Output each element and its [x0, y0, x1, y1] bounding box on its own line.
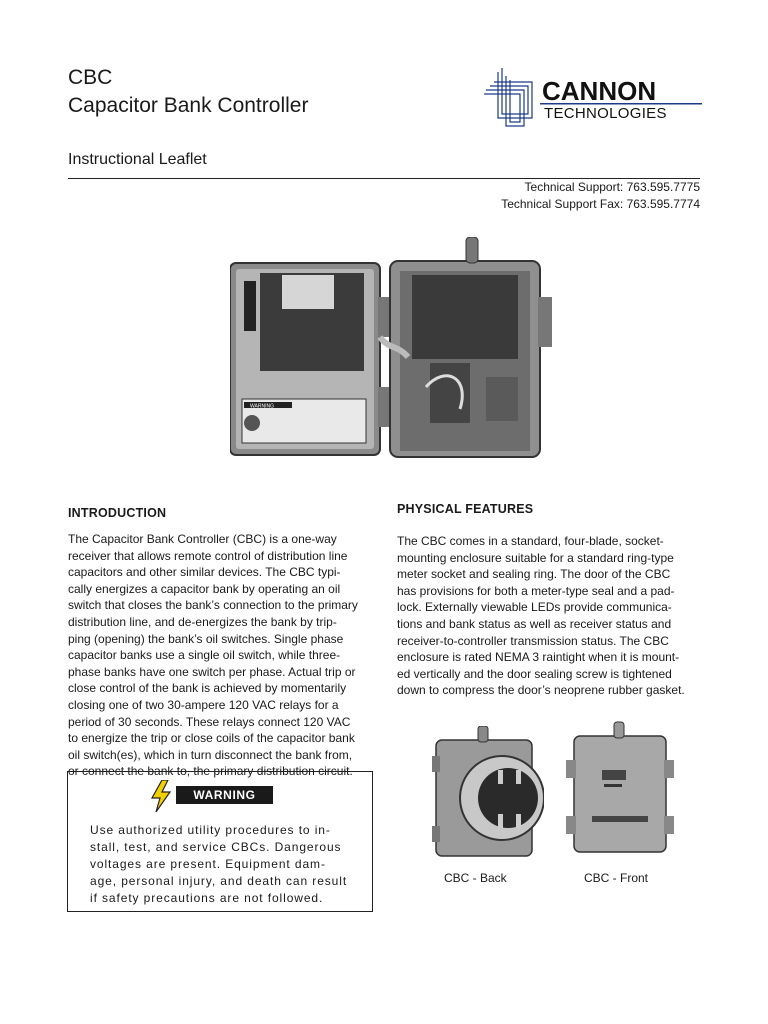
introduction-body: The Capacitor Bank Controller (CBC) is a one-way receiver that allows remote control of distribution line capacitors and other similar devices. The CBC typi- cally energizes a capacitor bank by operating an oil switch that closes the bank’s connection to the primary distribution line, and de-energizes the bank by trip- ping (opening) the bank’s oil switches. Single phase capacitor banks use a single oil switch, while three- phase banks have one switch per phase. Actual trip or close control of the bank is achieved by momentarily closing one of two 30-ampere 120 VAC relays for a period of 30 seconds. These relays connect 120 VAC to energize the trip or close coils of the capacitor bank oil switch(es), which in turn disconnect the bank from, or connect the bank to, the primary distribution circuit. [68, 532, 358, 779]
doc-subtitle: Instructional Leaflet [68, 151, 207, 168]
doc-title-line1: CBC [68, 66, 113, 89]
cbc-open-enclosure-photo [230, 237, 552, 461]
physical-features-heading: PHYSICAL FEATURES [397, 502, 534, 516]
cbc-back-caption: CBC - Back [444, 871, 507, 885]
cbc-front-photo [566, 720, 676, 856]
introduction-heading: INTRODUCTION [68, 506, 167, 520]
photo-warning-sticker: WARNING [250, 403, 274, 410]
support-contact [501, 179, 700, 213]
warning-box [67, 771, 373, 912]
warning-text: Use authorized utility procedures to in- stall, test, and service CBCs. Dangerous voltages are present. Equipment dam- age, personal injury, and death can result if safety precautions are not followed. [90, 823, 348, 905]
doc-title-line2: Capacitor Bank Controller [68, 94, 309, 117]
logo-tagline: TECHNOLOGIES [544, 105, 667, 122]
cannon-logo [484, 68, 702, 130]
logo-name: CANNON [542, 76, 657, 106]
physical-features-body: The CBC comes in a standard, four-blade, socket- mounting enclosure suitable for a standard ring-type meter socket and sealing ring. The door of the CBC has provisions for both a meter-type seal and a pad- lock. Externally viewable LEDs provide communica- tions and bank status as well as receiver status and receiver-to-controller transmission status. The CBC enclosure is rated NEMA 3 raintight when it is mount- ed vertically and the door sealing screw is tightened down to compress the door’s neoprene rubber gasket. [397, 534, 685, 698]
cbc-front-caption: CBC - Front [584, 871, 649, 885]
warning-label: WARNING [176, 786, 273, 804]
support-phone: Technical Support: 763.595.7775 [524, 180, 700, 194]
cbc-back-photo [432, 726, 544, 864]
support-fax: Technical Support Fax: 763.595.7774 [501, 197, 700, 211]
lightning-bolt-icon [150, 780, 172, 812]
